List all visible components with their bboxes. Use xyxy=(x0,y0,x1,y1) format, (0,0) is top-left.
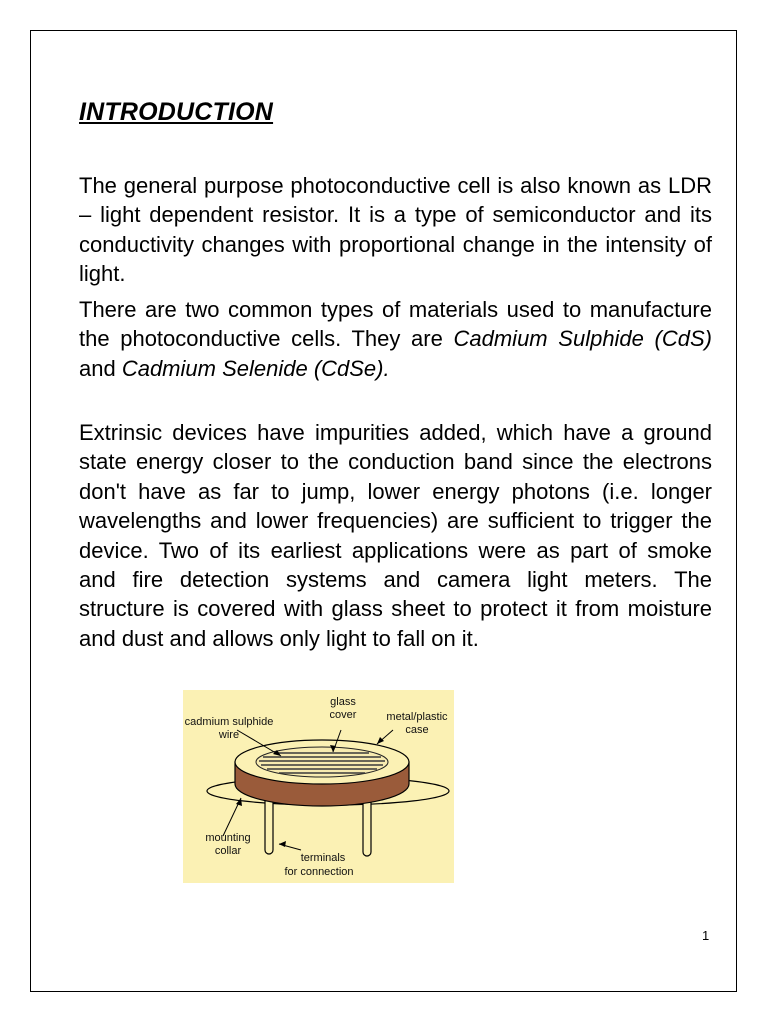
label-terminals-line2: for connection xyxy=(284,866,354,878)
materials-text: There are two common types of materials used to manufacture the photoconductive cells. They are xyxy=(79,297,712,352)
label-mounting-line2: collar xyxy=(214,845,242,857)
page-heading: INTRODUCTION xyxy=(79,98,274,126)
label-cadmium-line2: wire xyxy=(218,729,240,741)
label-case-line2: case xyxy=(405,724,429,736)
paragraph-intro: The general purpose photoconductive cell is also known as LDR – light dependent resistor. It is a type of semiconductor and its conductivity changes with proportional change in the intensity of light. xyxy=(79,173,712,287)
label-cadmium-line1: cadmium sulphide xyxy=(184,716,274,728)
paragraph-extrinsic: Extrinsic devices have impurities added, which have a ground state energy closer to the conduction band since the electrons don't have as far to jump, lower energy photons (i.e. longer wavelengths and lower frequencies) are sufficient to trigger the device. Two of its earliest applications were as part of smoke and fire detection systems and camera light meters. The structure is covered with glass sheet to protect it from moisture and dust and allows only light to fall on it. xyxy=(79,420,712,651)
materials-connector: and xyxy=(79,355,122,381)
material-cdse: Cadmium Selenide (CdSe). xyxy=(121,355,390,381)
label-terminals-line1: terminals xyxy=(300,852,346,864)
terminal-left xyxy=(265,796,273,854)
label-glass-line1: glass xyxy=(330,696,356,708)
label-case-line1: metal/plastic xyxy=(386,711,448,723)
label-mounting-line1: mounting xyxy=(205,832,251,844)
paragraph-materials xyxy=(79,295,712,383)
terminal-right xyxy=(363,796,371,856)
label-glass-line2: cover xyxy=(329,709,357,721)
page-number: 1 xyxy=(702,928,710,943)
material-cds: Cadmium Sulphide (CdS) xyxy=(453,326,713,352)
ldr-structure-diagram xyxy=(183,690,454,883)
